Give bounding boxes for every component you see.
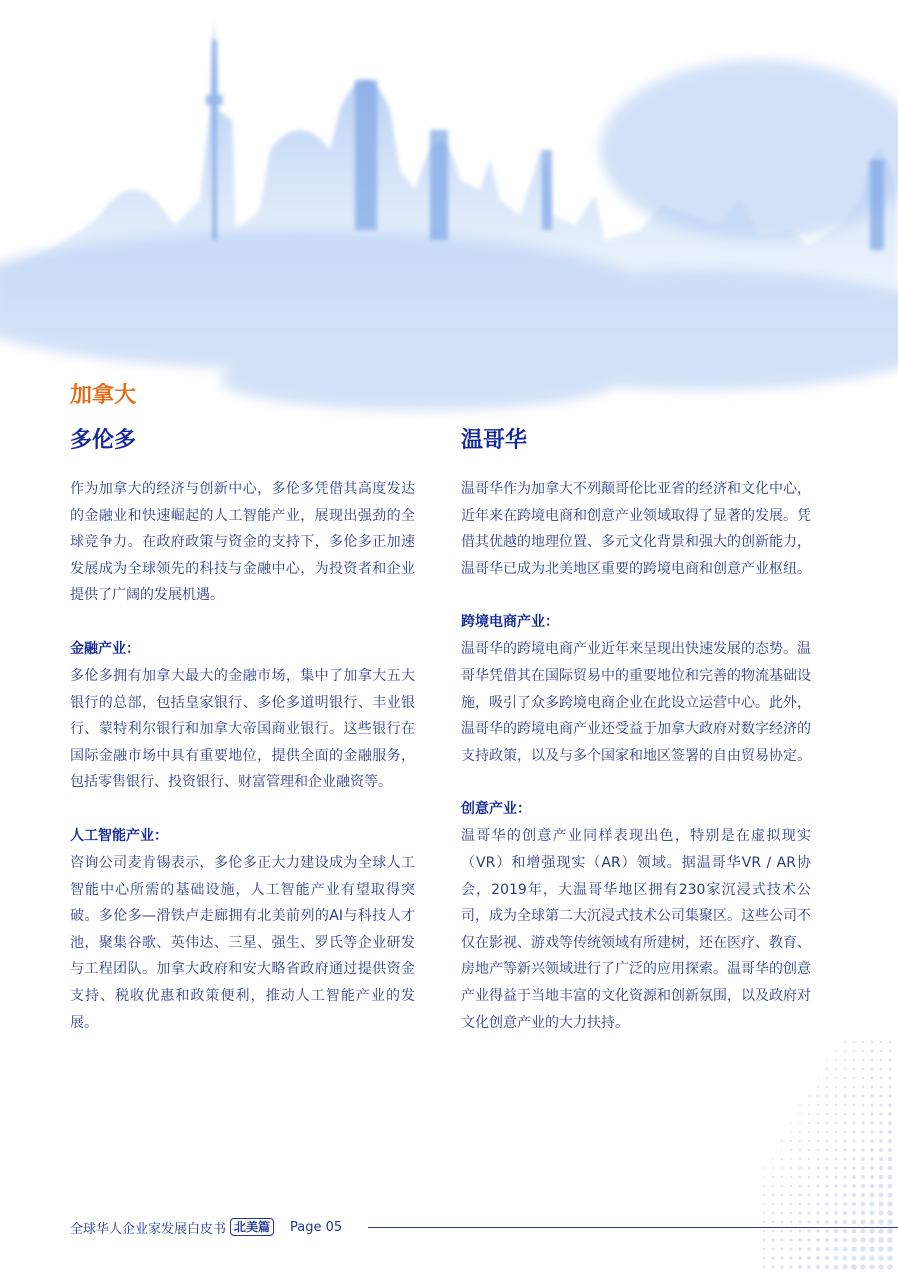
city-heading-toronto: 多伦多 <box>70 428 137 453</box>
section-body-ai: 咨询公司麦肯锡表示，多伦多正大力建设成为全球人工智能中心所需的基础设施，人工智能产业有望取得突破。多伦多—滑铁卢走廊拥有北美前列的AI与科技人才池，聚集谷歌、英伟达、三星、强生、罗氏等企业研发与工程团队。加拿大政府和安大略省政府通过提供资金支持、税收优惠和政策便利，推动人工智能产业的发展。 <box>70 854 415 1031</box>
toronto-intro: 作为加拿大的经济与创新中心，多伦多凭借其高度发达的金融业和快速崛起的人工智能产业，展现出强劲的全球竞争力。在政府政策与资金的支持下，多伦多正加速发展成为全球领先的科技与金融中心，为投资者和企业提供了广阔的发展机遇。 <box>70 481 415 604</box>
skyline-watercolor-illustration <box>0 0 898 440</box>
vancouver-column <box>461 424 811 1036</box>
footer-badge: 北美篇 <box>230 1218 274 1236</box>
section-body-finance: 多伦多拥有加拿大最大的金融市场，集中了加拿大五大银行的总部，包括皇家银行、多伦多道明银行、丰业银行、蒙特利尔银行和加拿大帝国商业银行。这些银行在国际金融市场中具有重要地位，提供全面的金融服务，包括零售银行、投资银行、财富管理和企业融资等。 <box>70 667 415 791</box>
section-body-ecommerce: 温哥华的跨境电商产业近年来呈现出快速发展的态势。温哥华凭借其在国际贸易中的重要地位和完善的物流基础设施，吸引了众多跨境电商企业在此设立运营中心。此外，温哥华的跨境电商产业还受益于加拿大政府对数字经济的支持政策，以及与多个国家和地区签署的自由贸易协定。 <box>461 641 811 764</box>
section-title-creative: 创意产业： <box>461 801 531 818</box>
toronto-column <box>70 424 415 1036</box>
footer-title: 全球华人企业家发展白皮书 <box>70 1221 227 1237</box>
city-heading-vancouver: 温哥华 <box>461 428 528 453</box>
halftone-dots-decoration <box>758 1036 898 1276</box>
footer-rule <box>368 1227 898 1228</box>
vancouver-intro: 温哥华作为加拿大不列颠哥伦比亚省的经济和文化中心，近年来在跨境电商和创意产业领域取得了显著的发展。凭借其优越的地理位置、多元文化背景和强大的创新能力，温哥华已成为北美地区重要的跨境电商和创意产业枢纽。 <box>461 481 811 577</box>
section-title-ecommerce: 跨境电商产业： <box>461 614 559 631</box>
page-footer <box>70 1216 342 1238</box>
section-title-finance: 金融产业： <box>70 640 140 657</box>
section-body-creative: 温哥华的创意产业同样表现出色，特别是在虚拟现实（VR）和增强现实（AR）领域。据温哥华VR / AR协会，2019年，大温哥华地区拥有230家沉浸式技术公司，成为全球第二大沉浸式技术公司集聚区。这些公司不仅在影视、游戏等传统领域有所建树，还在医疗、教育、房地产等新兴领域进行了广泛的应用探索。温哥华的创意产业得益于当地丰富的文化资源和创新氛围，以及政府对文化创意产业的大力扶持。 <box>461 828 811 1031</box>
page-number: Page 05 <box>290 1219 343 1235</box>
country-heading: 加拿大 <box>70 383 137 408</box>
section-title-ai: 人工智能产业： <box>70 827 168 844</box>
